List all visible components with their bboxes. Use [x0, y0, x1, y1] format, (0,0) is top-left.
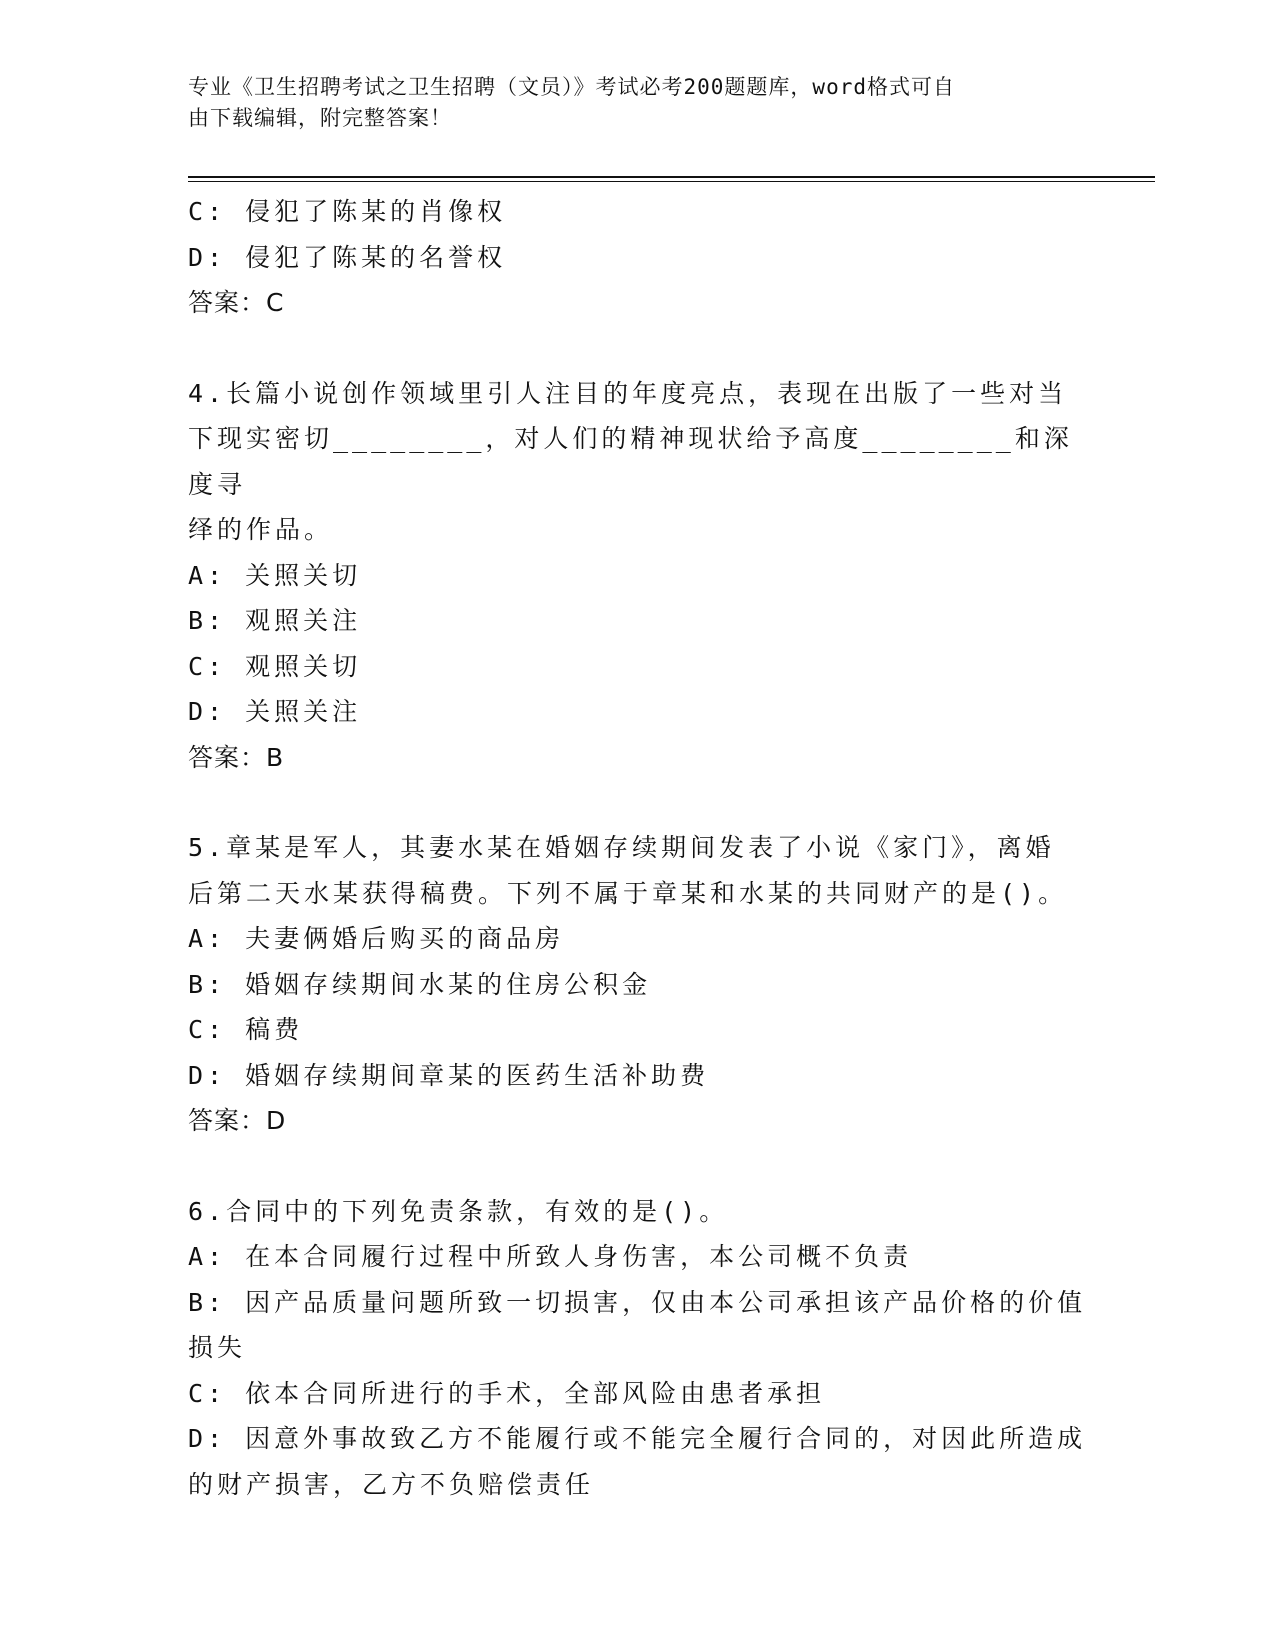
- header-rule-thick: [188, 176, 1155, 178]
- option-label: D:: [188, 1060, 227, 1090]
- option-text: 观照关切: [245, 651, 362, 681]
- option-b-continued: 损失: [188, 1333, 247, 1362]
- option-label: D:: [188, 1424, 227, 1453]
- document-body: [188, 189, 1088, 1507]
- spacer: [188, 326, 1088, 371]
- question-stem-line: 4.长篇小说创作领域里引人注目的年度亮点，表现在出版了一些对当: [188, 378, 1068, 408]
- option-label: A:: [188, 1242, 227, 1271]
- option-text: 观照关注: [245, 606, 362, 635]
- option-label: C:: [188, 651, 227, 681]
- option-label: B:: [188, 1287, 227, 1317]
- question-stem-line: 绎的作品。: [188, 515, 334, 544]
- option-a: [188, 1234, 1088, 1280]
- option-label: C:: [188, 1378, 227, 1408]
- option-label: C:: [188, 1015, 227, 1044]
- option-label: A:: [188, 560, 227, 590]
- option-label: B:: [188, 606, 227, 635]
- option-label: A:: [188, 924, 227, 953]
- header-line-2: 由下载编辑，附完整答案！: [188, 106, 452, 130]
- answer: 答案：B: [188, 742, 285, 772]
- option-text: 稿费: [245, 1015, 304, 1044]
- option-c: [188, 1371, 1088, 1417]
- option-text: 因意外事故致乙方不能履行或不能完全履行合同的，对因此所造成: [245, 1424, 1087, 1453]
- spacer: [188, 1144, 1088, 1189]
- option-c: [188, 189, 1088, 235]
- option-text: 关照关注: [245, 697, 362, 726]
- option-d: [188, 1053, 1088, 1099]
- question-stem-line: 后第二天水某获得稿费。下列不属于章某和水某的共同财产的是()。: [188, 878, 1068, 908]
- option-d-continued: 的财产损害，乙方不负赔偿责任: [188, 1469, 595, 1499]
- option-d: [188, 689, 1088, 735]
- option-text: 婚姻存续期间章某的医药生活补助费: [245, 1060, 710, 1090]
- option-d: [188, 1416, 1088, 1462]
- option-b: [188, 962, 1088, 1008]
- option-label: D:: [188, 697, 227, 726]
- question-3-continued: [188, 189, 1088, 326]
- option-a: [188, 553, 1088, 599]
- option-a: [188, 916, 1088, 962]
- question-stem-line: 5.章某是军人，其妻水某在婚姻存续期间发表了小说《家门》，离婚: [188, 833, 1055, 862]
- spacer: [188, 780, 1088, 825]
- option-text: 因产品质量问题所致一切损害，仅由本公司承担该产品价格的价值: [245, 1287, 1087, 1317]
- question-stem-line: 下现实密切________，对人们的精神现状给予高度________和深度寻: [188, 424, 1073, 499]
- question-6: [188, 1189, 1088, 1508]
- option-c: [188, 1007, 1088, 1053]
- option-label: D:: [188, 242, 227, 272]
- option-text: 侵犯了陈某的肖像权: [245, 197, 507, 226]
- option-b: [188, 1280, 1088, 1326]
- option-text: 夫妻俩婚后购买的商品房: [245, 924, 565, 953]
- option-b: [188, 598, 1088, 644]
- question-stem-line: 6.合同中的下列免责条款，有效的是()。: [188, 1196, 729, 1226]
- option-label: C:: [188, 197, 227, 226]
- option-text: 在本合同履行过程中所致人身伤害，本公司概不负责: [245, 1242, 913, 1271]
- header-line-1: 专业《卫生招聘考试之卫生招聘（文员）》考试必考200题题库，word格式可自: [188, 75, 955, 99]
- option-c: [188, 644, 1088, 690]
- option-text: 关照关切: [245, 560, 362, 590]
- header-rule-thin: [188, 181, 1155, 182]
- option-text: 婚姻存续期间水某的住房公积金: [245, 969, 652, 999]
- answer: 答案：C: [188, 288, 285, 317]
- option-text: 依本合同所进行的手术，全部风险由患者承担: [245, 1378, 826, 1408]
- option-label: B:: [188, 969, 227, 999]
- option-text: 侵犯了陈某的名誉权: [245, 242, 507, 272]
- answer: 答案：D: [188, 1106, 287, 1135]
- option-d: [188, 235, 1088, 281]
- question-5: [188, 825, 1088, 1144]
- document-header: [188, 72, 1068, 134]
- question-4: [188, 371, 1088, 781]
